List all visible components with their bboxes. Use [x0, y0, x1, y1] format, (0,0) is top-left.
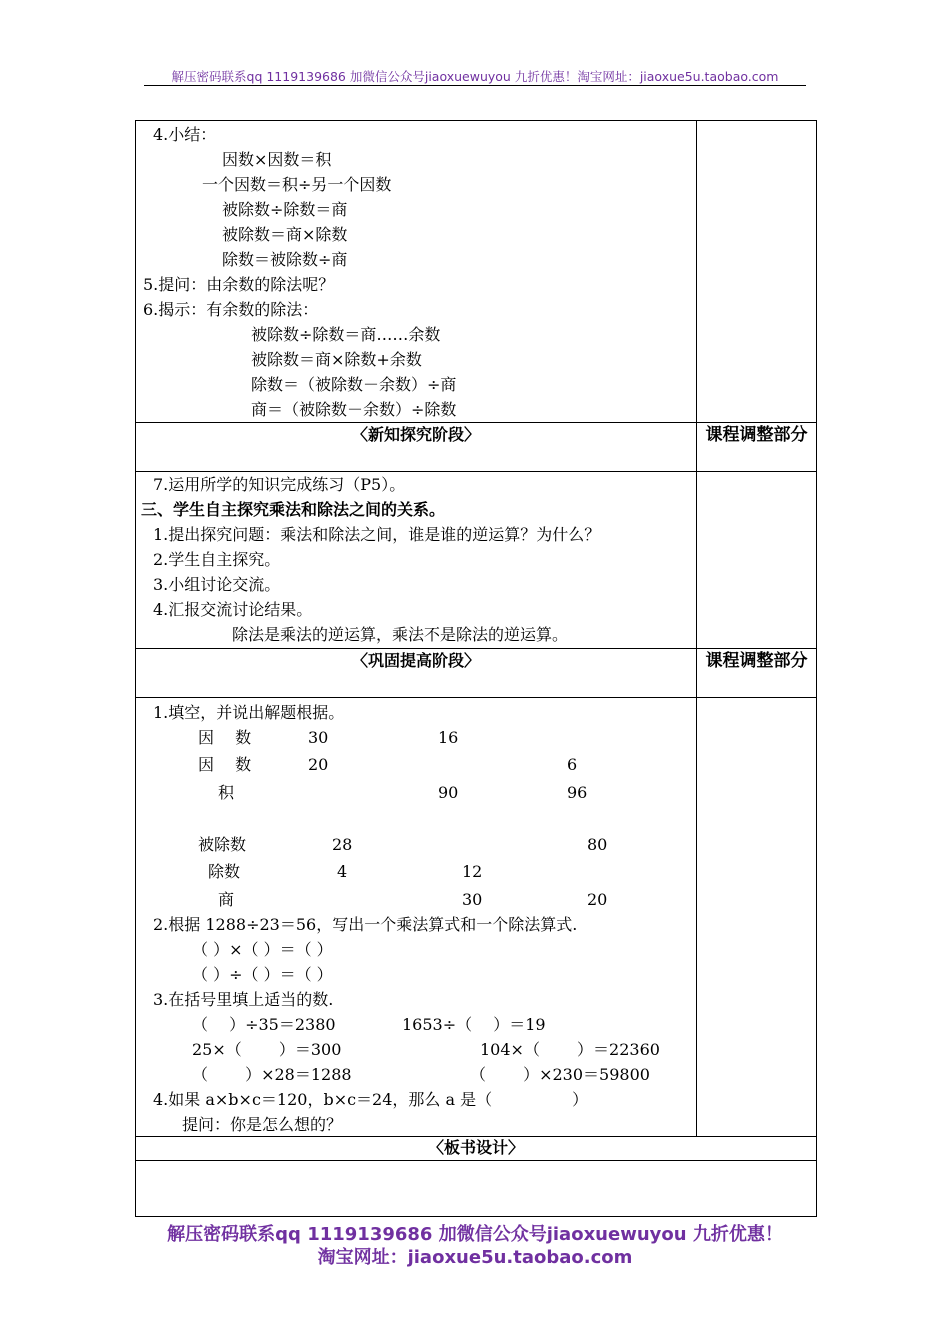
- div-value: 30: [462, 890, 483, 909]
- fill-item: 25×（ ）＝300: [192, 1040, 342, 1059]
- mul-label-factor1: 因 数: [198, 728, 252, 747]
- adjust-cell: [697, 698, 817, 1137]
- formula-line: 被除数＝商×除数: [222, 225, 348, 244]
- step-line: 3.小组讨论交流。: [153, 575, 281, 594]
- exercise-row: [136, 698, 817, 1137]
- step-line: 2.学生自主探究。: [153, 550, 281, 569]
- section-consolidate-row: [136, 649, 817, 698]
- summary-row: [136, 121, 817, 423]
- mul-value: 96: [567, 783, 588, 802]
- blank-multiplication: （ ）×（ ）＝（ ）: [192, 940, 333, 959]
- fill-item: （ ）×28＝1288: [192, 1065, 352, 1084]
- section-new-row: [136, 423, 817, 472]
- reveal-line: 6.揭示：有余数的除法：: [143, 300, 319, 319]
- explore-cell: [136, 472, 697, 649]
- formula-line: 被除数＝商×除数+余数: [251, 350, 422, 369]
- div-value: 12: [462, 862, 483, 881]
- div-label-quotient: 商: [218, 890, 235, 909]
- fill-item: （ ）÷35＝2380: [192, 1015, 336, 1034]
- question-1: 1.填空，并说出解题根据。: [153, 703, 345, 722]
- lesson-plan-table: [135, 120, 817, 1217]
- section-consolidate-title: 〈巩固提高阶段〉: [136, 649, 697, 698]
- board-cell: [136, 1161, 817, 1217]
- conclusion-line: 除法是乘法的逆运算，乘法不是除法的逆运算。: [232, 625, 569, 644]
- step-line: 1.提出探究问题：乘法和除法之间，谁是谁的逆运算？为什么？: [153, 525, 601, 544]
- adjust-cell: [697, 472, 817, 649]
- div-label-dividend: 被除数: [198, 835, 247, 854]
- question-line: 5.提问：由余数的除法呢？: [143, 275, 335, 294]
- question-3: 3.在括号里填上适当的数.: [153, 990, 334, 1009]
- mul-value: 20: [308, 755, 329, 774]
- footer-line-1: 解压密码联系qq 1119139686 加微信公众号jiaoxuewuyou 九折优惠！: [167, 1224, 783, 1245]
- div-label-divisor: 除数: [208, 862, 241, 881]
- fill-item: 1653÷（ ）＝19: [402, 1015, 546, 1034]
- formula-line: 因数×因数＝积: [222, 150, 332, 169]
- summary-heading: 4.小结：: [153, 125, 217, 144]
- mul-value: 30: [308, 728, 329, 747]
- mul-value: 90: [438, 783, 459, 802]
- formula-line: 一个因数＝积÷另一个因数: [202, 175, 392, 194]
- mul-value: 6: [567, 755, 578, 774]
- summary-cell: [136, 121, 697, 423]
- footer-line-2: 淘宝网址：jiaoxue5u.taobao.com: [317, 1247, 633, 1268]
- mul-label-factor2: 因 数: [198, 755, 252, 774]
- formula-line: 被除数÷除数＝商: [222, 200, 348, 219]
- formula-line: 商＝（被除数－余数）÷除数: [251, 400, 457, 419]
- section-board-title: 〈板书设计〉: [136, 1137, 817, 1161]
- adjust-cell: [697, 121, 817, 423]
- fill-item: 104×（ ）＝22360: [480, 1040, 660, 1059]
- board-row: [136, 1161, 817, 1217]
- section-new-side: 课程调整部分: [697, 423, 817, 472]
- section-board-row: [136, 1137, 817, 1161]
- exercise-cell: [136, 698, 697, 1137]
- div-value: 80: [587, 835, 608, 854]
- blank-division: （ ）÷（ ）＝（ ）: [192, 965, 333, 984]
- explore-row: [136, 472, 817, 649]
- formula-line: 除数＝（被除数－余数）÷商: [251, 375, 457, 394]
- question-2: 2.根据 1288÷23＝56，写出一个乘法算式和一个除法算式.: [153, 915, 578, 934]
- header-rule: [144, 85, 806, 86]
- section-new-title: 〈新知探究阶段〉: [136, 423, 697, 472]
- section-three-heading: 三、学生自主探究乘法和除法之间的关系。: [141, 500, 446, 519]
- formula-line: 被除数÷除数＝商……余数: [251, 325, 441, 344]
- question-4: 4.如果 a×b×c＝120，b×c＝24，那么 a 是（ ）: [153, 1090, 589, 1109]
- div-value: 4: [337, 862, 348, 881]
- section-consolidate-side: 课程调整部分: [697, 649, 817, 698]
- div-value: 20: [587, 890, 608, 909]
- div-value: 28: [332, 835, 353, 854]
- mul-value: 16: [438, 728, 459, 747]
- fill-item: （ ）×230＝59800: [470, 1065, 650, 1084]
- formula-line: 除数＝被除数÷商: [222, 250, 348, 269]
- header-banner: 解压密码联系qq 1119139686 加微信公众号jiaoxuewuyou 九折优惠！淘宝网址：jiaoxue5u.taobao.com: [171, 69, 779, 84]
- step-line: 4.汇报交流讨论结果。: [153, 600, 313, 619]
- mul-label-product: 积: [218, 783, 235, 802]
- question-4-ask: 提问：你是怎么想的？: [182, 1115, 343, 1134]
- exercise-line: 7.运用所学的知识完成练习（P5）。: [153, 475, 406, 494]
